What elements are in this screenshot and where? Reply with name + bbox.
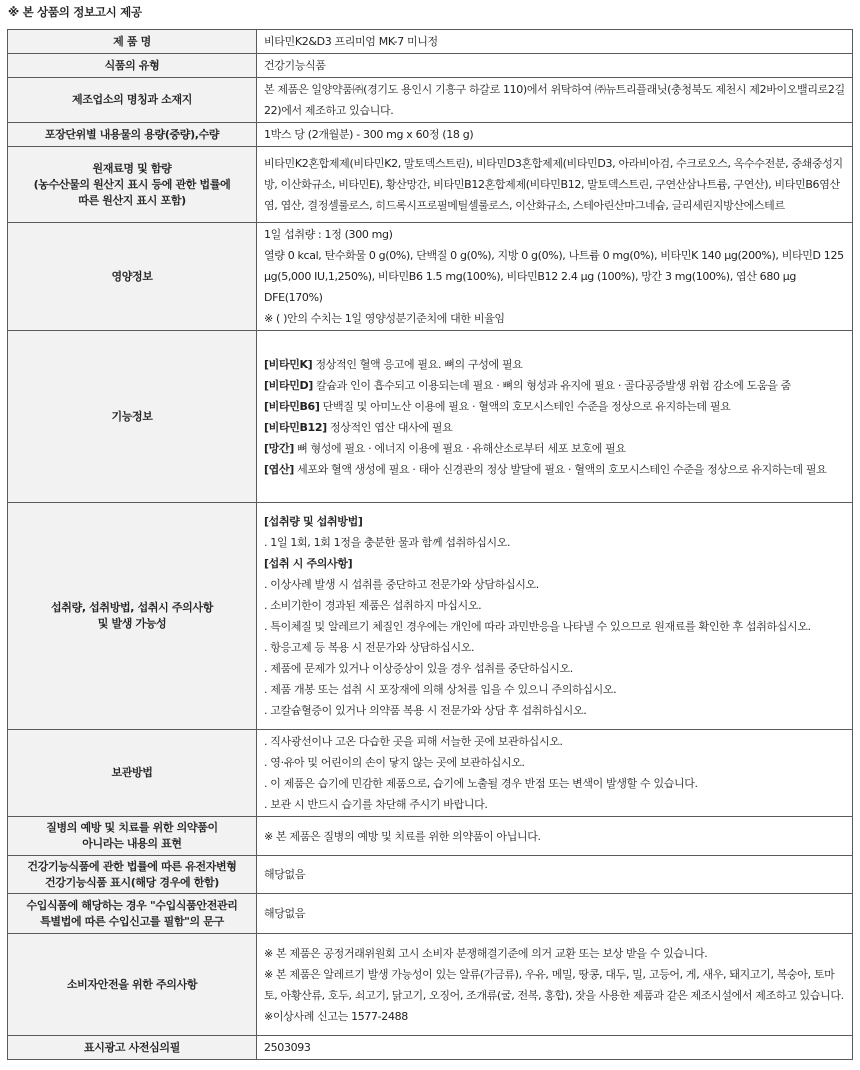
row-value [257,147,853,223]
row-value [257,503,853,730]
value-line: 건강기능식품 [264,59,326,72]
row-value [257,730,853,817]
value-line: 열량 0 kcal, 탄수화물 0 g(0%), 단백질 0 g(0%), 지방 0 g(0%), 나트륨 0 mg(0%), 비타민K 140 μg(200%), 비타민D 125 μg(5,000 IU,1,250%), 비타민B6 1.5 mg(100%), 비타민B12 2.4 μg (100%), 망간 3 mg(100%), 엽산 680 μg DFE(170%) [264,249,844,304]
value-line: . 제품에 문제가 있거나 이상증상이 있을 경우 섭취를 중단하십시오. [264,662,573,675]
info-row-ingredients [8,147,853,223]
function-tag: [비타민D] [264,378,313,392]
value-line: . 직사광선이나 고온 다습한 곳을 피해 서늘한 곳에 보관하십시오. [264,735,563,748]
value-line: 비타민K2&D3 프리미엄 MK-7 미니정 [264,35,438,48]
row-value [257,30,853,54]
info-row-intake-and-cautions [8,503,853,730]
row-value [257,331,853,503]
value-line: ※ 본 제품은 질병의 예방 및 치료를 위한 의약품이 아닙니다. [264,829,541,843]
row-value [257,1036,853,1060]
value-line: 1박스 당 (2개월분) - 300 mg x 60정 (18 g) [264,128,474,141]
row-value [257,223,853,331]
row-value [257,856,853,894]
row-label: 보관방법 [8,730,257,817]
function-item [264,438,845,459]
value-line: ※이상사례 신고는 1577-2488 [264,1009,408,1023]
value-line: . 영·유아 및 어린이의 손이 닿지 않는 곳에 보관하십시오. [264,756,525,769]
info-row-not-medicine-notice [8,817,853,856]
value-line: . 1일 1회, 1회 1정을 충분한 물과 함께 섭취하십시오. [264,536,511,549]
row-label: 표시광고 사전심의필 [8,1036,257,1060]
value-line: 1일 섭취량 : 1정 (300 mg) [264,228,393,241]
value-line: 2503093 [264,1041,311,1054]
info-row-product-name [8,30,853,54]
row-label: 건강기능식품에 관한 법률에 따른 유전자변형 건강기능식품 표시(해당 경우에 한함) [8,856,257,894]
row-value [257,894,853,934]
value-line: 비타민K2혼합제제(비타민K2, 말토덱스트린), 비타민D3혼합제제(비타민D3, 아라비아검, 수크로오스, 옥수수전분, 중쇄중성지방, 이산화규소, 비타민E), 황산망간, 비타민B12혼합제제(비타민B12, 말토덱스트린, 구연산삼나트륨, 구연산), 비타민B6염산염, 엽산, 결정셀룰로스, 히드록시프로필메틸셀룰로스, 이산화규소, 스테아린산마그네슘, 글리세린지방산에스테르 [264,157,843,212]
value-line: 해당없음 [264,868,306,881]
notice-heading: ※ 본 상품의 정보고시 제공 [8,5,142,19]
function-tag: [엽산] [264,462,294,476]
value-line: . 고칼슘혈증이 있거나 의약품 복용 시 전문가와 상담 후 섭취하십시오. [264,704,587,717]
row-value [257,54,853,78]
row-label: 수입식품에 해당하는 경우 "수입식품안전관리 특별법에 따른 수입신고를 필함"의 문구 [8,894,257,934]
function-text: 단백질 및 아미노산 이용에 필요 · 혈액의 호모시스테인 수준을 정상으로 유지하는데 필요 [319,399,731,413]
value-line: . 소비기한이 경과된 제품은 섭취하지 마십시오. [264,599,482,612]
function-text: 정상적인 혈액 응고에 필요. 뼈의 구성에 필요 [312,357,523,371]
value-line: 해당없음 [264,907,306,920]
value-line: . 특이체질 및 알레르기 체질인 경우에는 개인에 따라 과민반응을 나타낼 수 있으므로 원재료를 확인한 후 섭취하십시오. [264,620,811,633]
value-line: . 제품 개봉 또는 섭취 시 포장재에 의해 상처를 입을 수 있으니 주의하십시오. [264,683,617,696]
row-label: 포장단위별 내용물의 용량(중량),수량 [8,123,257,147]
function-tag: [망간] [264,441,294,455]
value-line: 본 제품은 일양약품㈜(경기도 용인시 기흥구 하갈로 110)에서 위탁하여 ㈜뉴트리플래닛(충청북도 제천시 제2바이오밸리로2길 22)에서 제조하고 있습니다. [264,83,845,117]
function-tag: [비타민K] [264,357,313,371]
info-row-gmo-labeling [8,856,853,894]
value-line: ※ 본 제품은 알레르기 발생 가능성이 있는 알류(가금류), 우유, 메밀, 땅콩, 대두, 밀, 고등어, 게, 새우, 돼지고기, 복숭아, 토마토, 아황산류, 호두, 쇠고기, 닭고기, 오징어, 조개류(굴, 전복, 홍합), 잣을 사용한 제품과 같은 제조시설에서 제조하고 있습니다. [264,967,844,1002]
row-label: 제조업소의 명칭과 소재지 [8,78,257,123]
function-item [264,459,845,480]
info-row-storage-method [8,730,853,817]
function-tag: [비타민B6] [264,399,320,413]
value-line: [섭취 시 주의사항] [264,557,353,570]
value-line: . 이 제품은 습기에 민감한 제품으로, 습기에 노출될 경우 반점 또는 변색이 발생할 수 있습니다. [264,777,698,790]
row-value [257,817,853,856]
value-line: . 이상사례 발생 시 섭취를 중단하고 전문가와 상담하십시오. [264,578,539,591]
info-row-import-notice [8,894,853,934]
row-label: 원재료명 및 함량 (농수산물의 원산지 표시 등에 관한 법률에 따른 원산지 표시 포함) [8,147,257,223]
value-line: . 보관 시 반드시 습기를 차단해 주시기 바랍니다. [264,798,488,811]
info-row-package-quantity [8,123,853,147]
function-tag: [비타민B12] [264,420,327,434]
row-label: 식품의 유형 [8,54,257,78]
info-row-nutrition-info [8,223,853,331]
value-line: ※ 본 제품은 공정거래위원회 고시 소비자 분쟁해결기준에 의거 교환 또는 보상 받을 수 있습니다. [264,946,708,960]
function-text: 정상적인 엽산 대사에 필요 [326,420,453,434]
function-text: 뼈 형성에 필요 · 에너지 이용에 필요 · 유해산소로부터 세포 보호에 필요 [293,441,626,455]
function-item [264,375,845,396]
info-row-ad-review-number [8,1036,853,1060]
value-line: . 항응고제 등 복용 시 전문가와 상담하십시오. [264,641,475,654]
function-text: 칼슘과 인이 흡수되고 이용되는데 필요 · 뼈의 형성과 유지에 필요 · 골다공증발생 위험 감소에 도움을 줌 [312,378,791,392]
value-line: [섭취량 및 섭취방법] [264,515,363,528]
function-text: 세포와 혈액 생성에 필요 · 태아 신경관의 정상 발달에 필요 · 혈액의 호모시스테인 수준을 정상으로 유지하는데 필요 [293,462,827,476]
info-row-manufacturer [8,78,853,123]
info-row-consumer-safety [8,934,853,1036]
info-row-food-type [8,54,853,78]
row-value [257,78,853,123]
row-label: 섭취량, 섭취방법, 섭취시 주의사항 및 발생 가능성 [8,503,257,730]
product-info-table [7,29,853,1060]
row-value [257,934,853,1036]
row-label: 제 품 명 [8,30,257,54]
function-item [264,354,845,375]
function-item [264,417,845,438]
row-label: 소비자안전을 위한 주의사항 [8,934,257,1036]
row-label: 질병의 예방 및 치료를 위한 의약품이 아니라는 내용의 표현 [8,817,257,856]
value-line: ※ ( )안의 수치는 1일 영양성분기준치에 대한 비율임 [264,312,505,325]
function-item [264,396,845,417]
row-label: 기능정보 [8,331,257,503]
row-label: 영양정보 [8,223,257,331]
info-row-function-info [8,331,853,503]
row-value [257,123,853,147]
